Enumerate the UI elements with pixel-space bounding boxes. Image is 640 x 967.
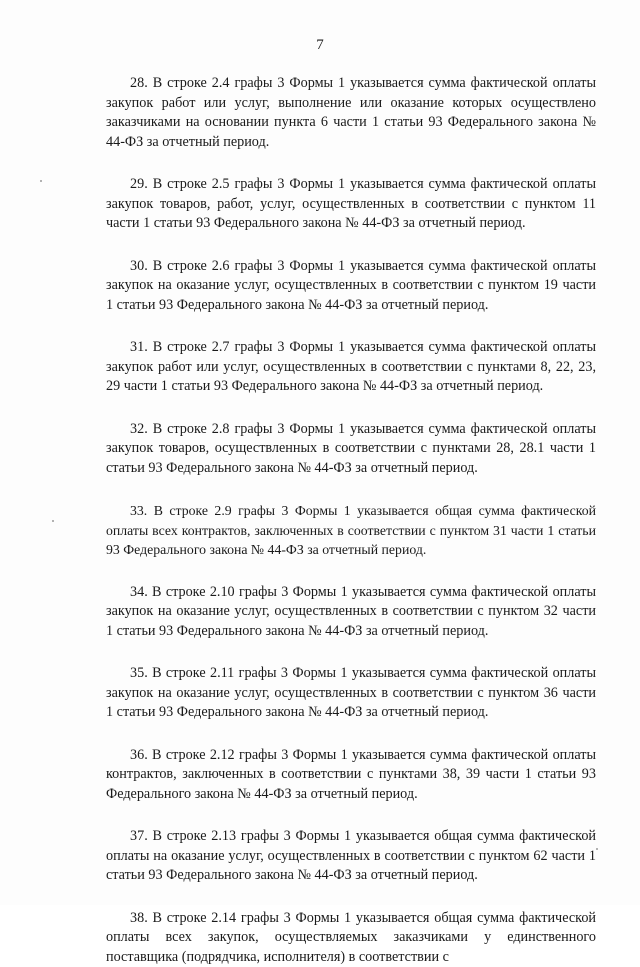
paragraph-36: 36. В строке 2.12 графы 3 Формы 1 указывается сумма фактической оплаты контрактов, заключенных в соответствии с пунктами 38, 39 части 1 статьи 93 Федерального закона № 44-ФЗ за отчетный период. (106, 746, 596, 805)
scan-speck (596, 848, 598, 850)
paragraph-37: 37. В строке 2.13 графы 3 Формы 1 указывается общая сумма фактической оплаты на оказание услуг, осуществленных в соответствии с пунктом 62 части 1 статьи 93 Федерального закона № 44-ФЗ за отчетный период. (106, 827, 596, 886)
document-body (106, 74, 596, 967)
paragraph-38: 38. В строке 2.14 графы 3 Формы 1 указывается общая сумма фактической оплаты всех закупок, осуществляемых заказчиками у единственного поставщика (подрядчика, исполнителя) в соответствии с (106, 909, 596, 967)
paragraph-32: 32. В строке 2.8 графы 3 Формы 1 указывается сумма фактической оплаты закупок товаров, осуществленных в соответствии с пунктами 28, 28.1 части 1 статьи 93 Федерального закона № 44-ФЗ за отчетный период. (106, 420, 596, 479)
paragraph-29: 29. В строке 2.5 графы 3 Формы 1 указывается сумма фактической оплаты закупок товаров, работ, услуг, осуществленных в соответствии с пунктом 11 части 1 статьи 93 Федерального закона № 44-ФЗ за отчетный период. (106, 175, 596, 234)
paragraph-34: 34. В строке 2.10 графы 3 Формы 1 указывается сумма фактической оплаты закупок на оказание услуг, осуществленных в соответствии с пунктом 32 части 1 статьи 93 Федерального закона № 44-ФЗ за отчетный период. (106, 583, 596, 642)
scan-speck (40, 180, 42, 182)
paragraph-33: 33. В строке 2.9 графы 3 Формы 1 указывается общая сумма фактической оплаты всех контрактов, заключенных в соответствии с пунктом 31 части 1 статьи 93 Федерального закона № 44-ФЗ за отчетный период. (106, 501, 596, 560)
paragraph-35: 35. В строке 2.11 графы 3 Формы 1 указывается сумма фактической оплаты закупок на оказание услуг, осуществленных в соответствии с пунктом 36 части 1 статьи 93 Федерального закона № 44-ФЗ за отчетный период. (106, 664, 596, 723)
scan-speck (52, 520, 54, 522)
paragraph-30: 30. В строке 2.6 графы 3 Формы 1 указывается сумма фактической оплаты закупок на оказание услуг, осуществленных в соответствии с пунктом 19 части 1 статьи 93 Федерального закона № 44-ФЗ за отчетный период. (106, 257, 596, 316)
paragraph-28: 28. В строке 2.4 графы 3 Формы 1 указывается сумма фактической оплаты закупок работ или услуг, выполнение или оказание которых осуществлено заказчиками на основании пункта 6 части 1 статьи 93 Федерального закона № 44-ФЗ за отчетный период. (106, 74, 596, 152)
page-number: 7 (0, 36, 640, 54)
paragraph-31: 31. В строке 2.7 графы 3 Формы 1 указывается сумма фактической оплаты закупок работ или услуг, осуществленных в соответствии с пунктами 8, 22, 23, 29 части 1 статьи 93 Федерального закона № 44-ФЗ за отчетный период. (106, 338, 596, 397)
